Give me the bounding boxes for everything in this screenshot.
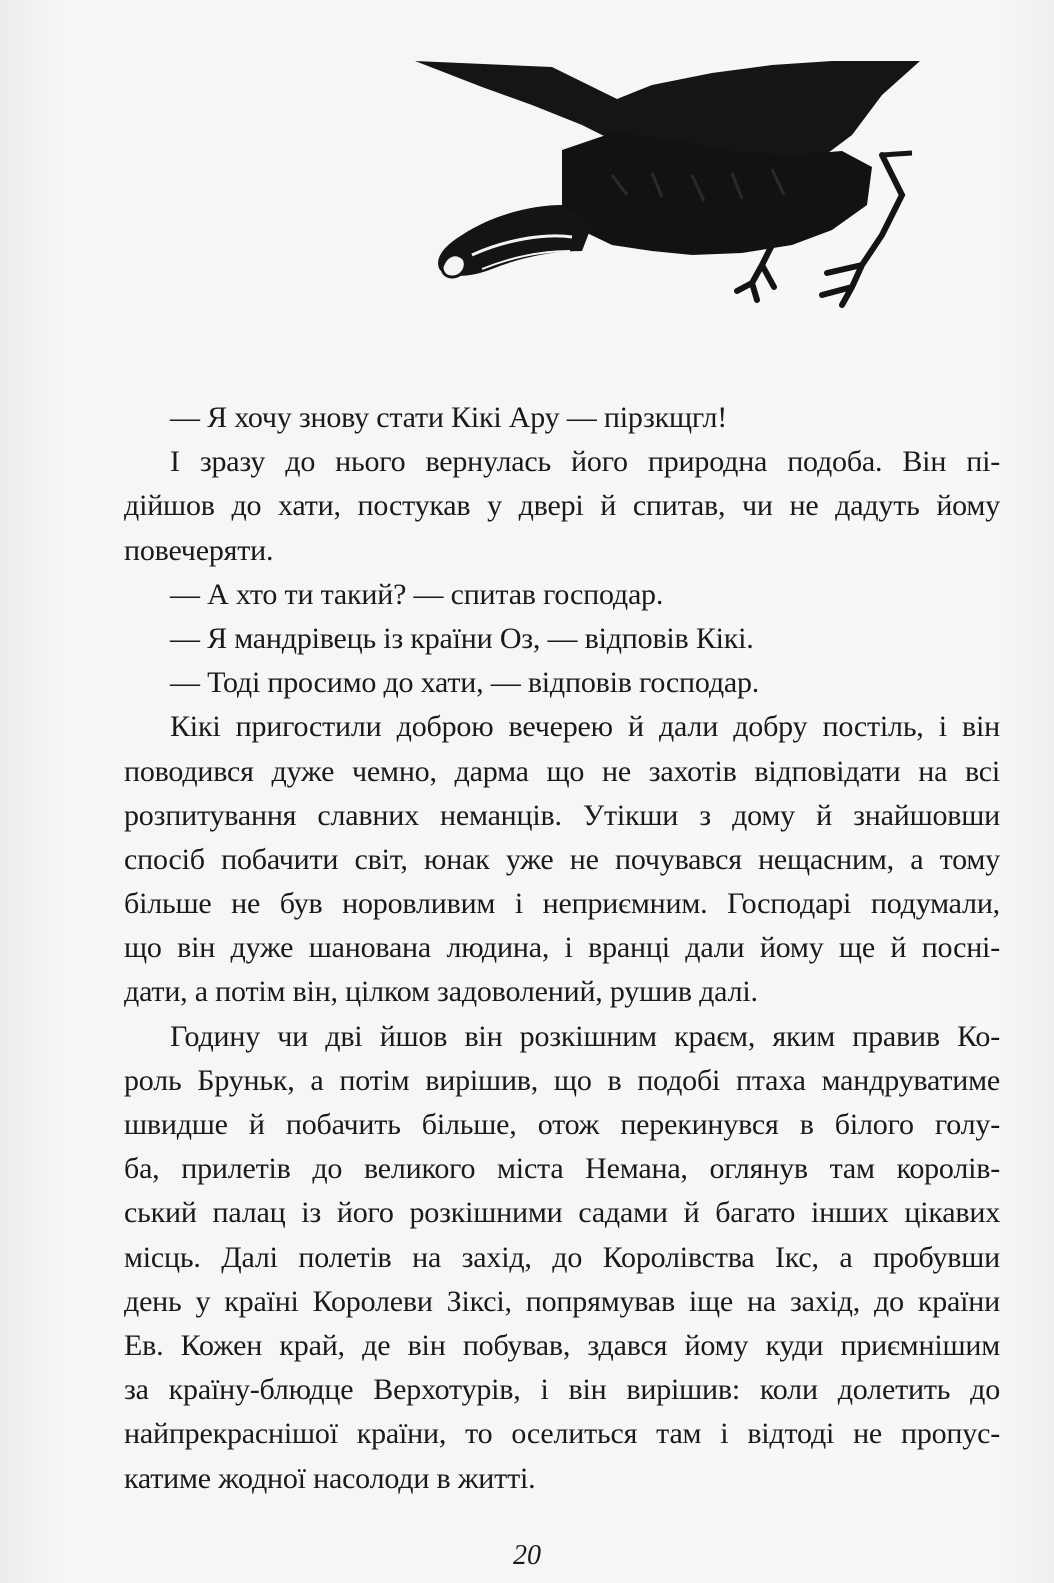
text-line: роль Бруньк, а потім вирішив, що в подобі птаха мандруватиме [124, 1063, 1000, 1097]
text-line: І зразу до нього вернулась його природна подоба. Він пі- [170, 445, 1000, 479]
text-line: швидше й побачить більше, отож перекинувся в білого голу- [124, 1108, 1000, 1141]
text-line: — А хто ти такий? — спитав господар. [170, 577, 664, 611]
text-line: Годину чи дві йшов він розкішним краєм, яким правив Ко- [170, 1019, 1000, 1053]
text-line: дати, а потім він, цілком задоволений, рушив далі. [124, 975, 758, 1009]
text-line: — Я хочу знову стати Кікі Ару — пірзкщгл! [170, 401, 728, 434]
text-line: найпрекраснішої країни, то оселиться там і відтоді не пропус- [124, 1417, 1000, 1451]
text-line: що він дуже шанована людина, і вранці дали йому ще й посні- [124, 931, 1000, 965]
text-line: — Я мандрівець із країни Оз, — відповів Кікі. [170, 621, 754, 655]
text-body [124, 396, 1000, 1501]
text-line: катиме жодної насолоди в житті. [124, 1461, 536, 1495]
text-line: ський палац із його розкішними садами й багато інших цікавих [124, 1196, 1000, 1230]
text-line: більше не був норовливим і неприємним. Господарі подумали, [124, 887, 1000, 921]
text-line: Кікі пригостили доброю вечерею й дали добру постіль, і він [170, 710, 1000, 744]
text-line: — Тоді просимо до хати, — відповів господар. [170, 666, 760, 700]
text-line: дійшов до хати, постукав у двері й спитав, чи не дадуть йому [124, 489, 1000, 523]
text-line: розпитування славних неманців. Утікши з дому й знайшовши [124, 798, 1000, 832]
text-line: поводився дуже чемно, дарма що не захотів відповідати на всі [124, 754, 1000, 788]
text-line: місць. Далі полетів на захід, до Королівства Ікс, а пробувши [124, 1240, 1000, 1274]
text-line: повечеряти. [124, 533, 274, 567]
raven-illustration-icon [412, 55, 924, 320]
text-line: спосіб побачити світ, юнак уже не почувався нещасним, а тому [124, 842, 1000, 876]
page-number: 20 [513, 1540, 541, 1571]
text-line: день у країні Королеви Зіксі, попрямував іще на захід, до країни [124, 1284, 1000, 1318]
text-line: ба, прилетів до великого міста Немана, оглянув там королів- [124, 1152, 1000, 1186]
text-line: за країну-блюдце Верхотурів, і він вирішив: коли долетить до [124, 1373, 1000, 1407]
text-line: Ев. Кожен край, де він побував, здався йому куди приємнішим [124, 1328, 1000, 1362]
